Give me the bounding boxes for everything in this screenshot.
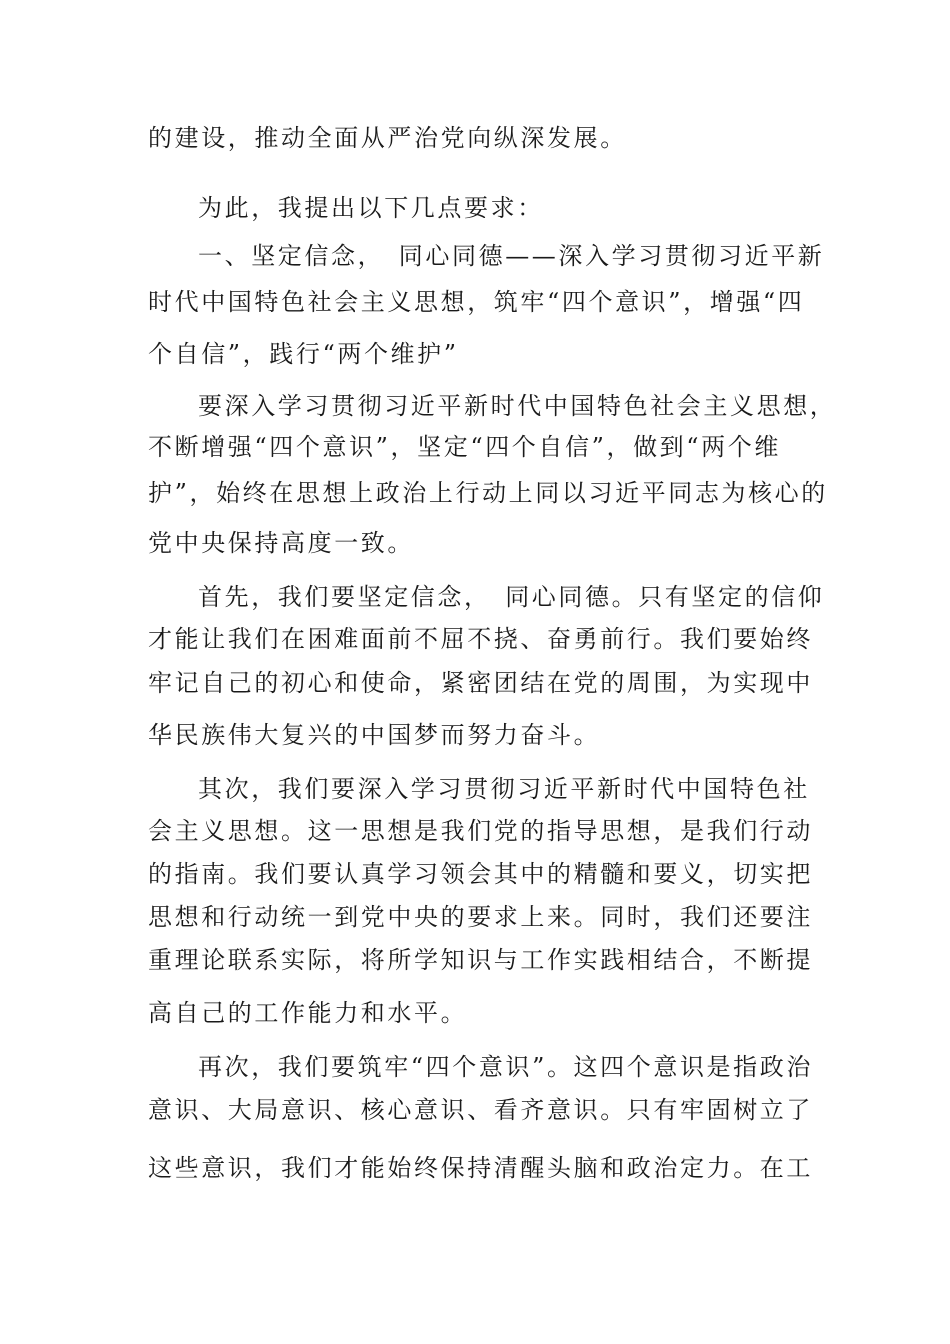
text-line: 的指南。我们要认真学习领会其中的精髓和要义，切实把 <box>148 860 813 888</box>
section-heading-line: 一、坚定信念， 同心同德——深入学习贯彻习近平新 <box>198 242 825 270</box>
text-line: 意识、大局意识、核心意识、看齐意识。只有牢固树立了 <box>148 1096 813 1124</box>
text-line: 思想和行动统一到党中央的要求上来。同时，我们还要注 <box>148 903 813 931</box>
text-line: 党中央保持高度一致。 <box>148 529 414 557</box>
text-line: 牢记自己的初心和使命，紧密团结在党的周围，为实现中 <box>148 669 813 697</box>
text-line: 的建设，推动全面从严治党向纵深发展。 <box>148 124 627 152</box>
text-line: 华民族伟大复兴的中国梦而努力奋斗。 <box>148 721 601 749</box>
section-heading-line: 个自信”，践行“两个维护” <box>148 340 459 368</box>
text-line: 才能让我们在困难面前不屈不挠、奋勇前行。我们要始终 <box>148 625 813 653</box>
text-line: 这些意识，我们才能始终保持清醒头脑和政治定力。在工 <box>148 1154 813 1182</box>
text-line: 不断增强“四个意识”，坚定“四个自信”，做到“两个维 <box>148 433 781 461</box>
text-line: 重理论联系实际，将所学知识与工作实践相结合，不断提 <box>148 946 813 974</box>
text-line: 其次，我们要深入学习贯彻习近平新时代中国特色社 <box>198 775 810 803</box>
text-line: 首先，我们要坚定信念， 同心同德。只有坚定的信仰 <box>198 583 825 611</box>
text-line: 为此，我提出以下几点要求： <box>198 194 544 222</box>
section-heading-line: 时代中国特色社会主义思想，筑牢“四个意识”，增强“四 <box>148 288 805 316</box>
text-line: 再次，我们要筑牢“四个意识”。这四个意识是指政治 <box>198 1053 813 1081</box>
text-line: 护”，始终在思想上政治上行动上同以习近平同志为核心的 <box>148 479 828 507</box>
text-line: 高自己的工作能力和水平。 <box>148 999 468 1027</box>
text-line: 会主义思想。这一思想是我们党的指导思想，是我们行动 <box>148 817 813 845</box>
text-line: 要深入学习贯彻习近平新时代中国特色社会主义思想， <box>198 392 837 420</box>
